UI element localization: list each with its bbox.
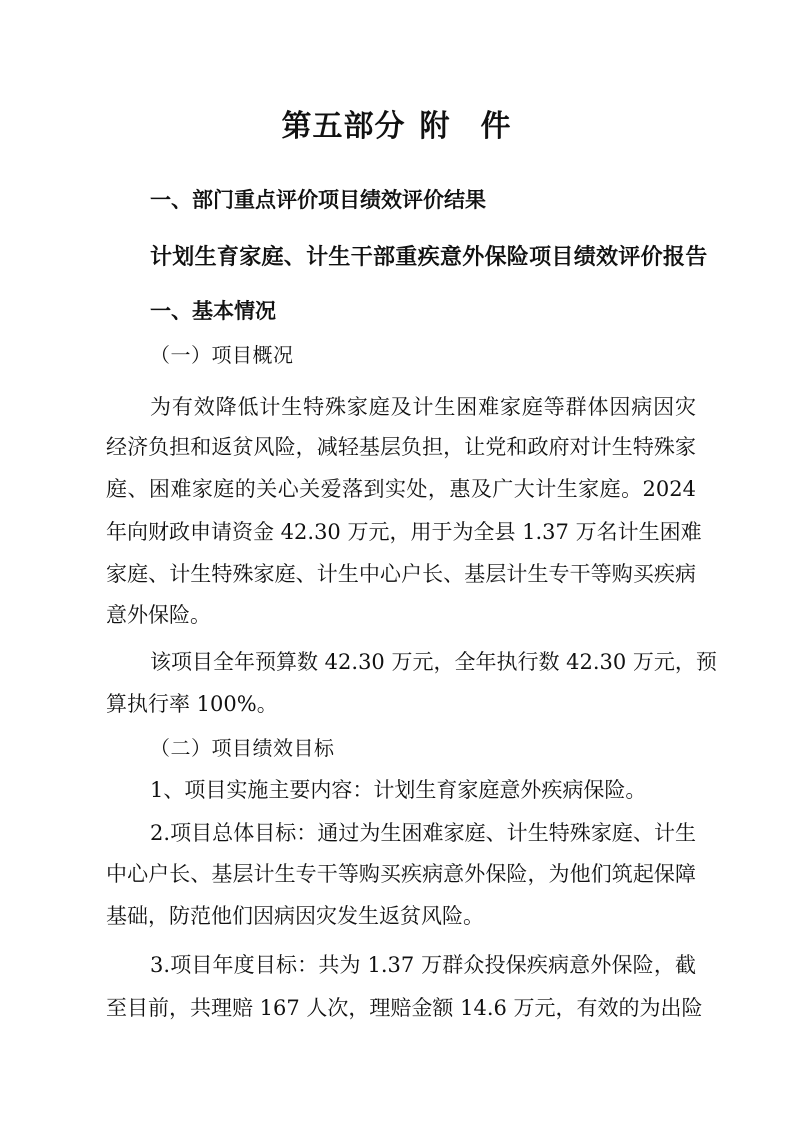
paragraph-line: 至目前，共理赔 167 人次，理赔金额 14.6 万元，有效的为出险	[106, 996, 703, 1020]
paragraph-line: 意外保险。	[106, 603, 211, 627]
paragraph-line: 基础，防范他们因病因灾发生返贫风险。	[106, 904, 484, 928]
title-fu: 附	[419, 109, 451, 144]
basic-info-heading: 一、基本情况	[150, 299, 276, 323]
goal-item-1: 1、项目实施主要内容：计划生育家庭意外疾病保险。	[150, 778, 647, 802]
paragraph-line: 为有效降低计生特殊家庭及计生困难家庭等群体因病因灾	[150, 395, 696, 419]
title-jian: 件	[480, 109, 512, 144]
title-part: 第五部分	[281, 109, 406, 144]
paragraph-line: 3.项目年度目标：共为 1.37 万群众投保疾病意外保险，截	[150, 953, 696, 977]
page-title	[0, 109, 793, 144]
performance-goals-heading: （二）项目绩效目标	[150, 736, 335, 760]
paragraph-line: 经济负担和返贫风险，减轻基层负担，让党和政府对计生特殊家	[106, 435, 696, 459]
project-overview-heading: （一）项目概况	[150, 343, 294, 367]
paragraph-line: 该项目全年预算数 42.30 万元，全年执行数 42.30 万元，预	[150, 650, 717, 674]
paragraph-line: 庭、困难家庭的关心关爱落到实处，惠及广大计生家庭。2024	[106, 477, 696, 501]
paragraph-line: 算执行率 100%。	[106, 692, 278, 716]
paragraph-line: 家庭、计生特殊家庭、计生中心户长、基层计生专干等购买疾病	[106, 562, 696, 586]
paragraph-line: 2.项目总体目标：通过为生困难家庭、计生特殊家庭、计生	[150, 821, 696, 845]
paragraph-line: 中心户长、基层计生专干等购买疾病意外保险，为他们筑起保障	[106, 862, 696, 886]
paragraph-line: 年向财政申请资金 42.30 万元，用于为全县 1.37 万名计生困难	[106, 520, 702, 544]
report-title: 计划生育家庭、计生干部重疾意外保险项目绩效评价报告	[150, 244, 708, 270]
section-heading: 一、部门重点评价项目绩效评价结果	[150, 188, 486, 212]
